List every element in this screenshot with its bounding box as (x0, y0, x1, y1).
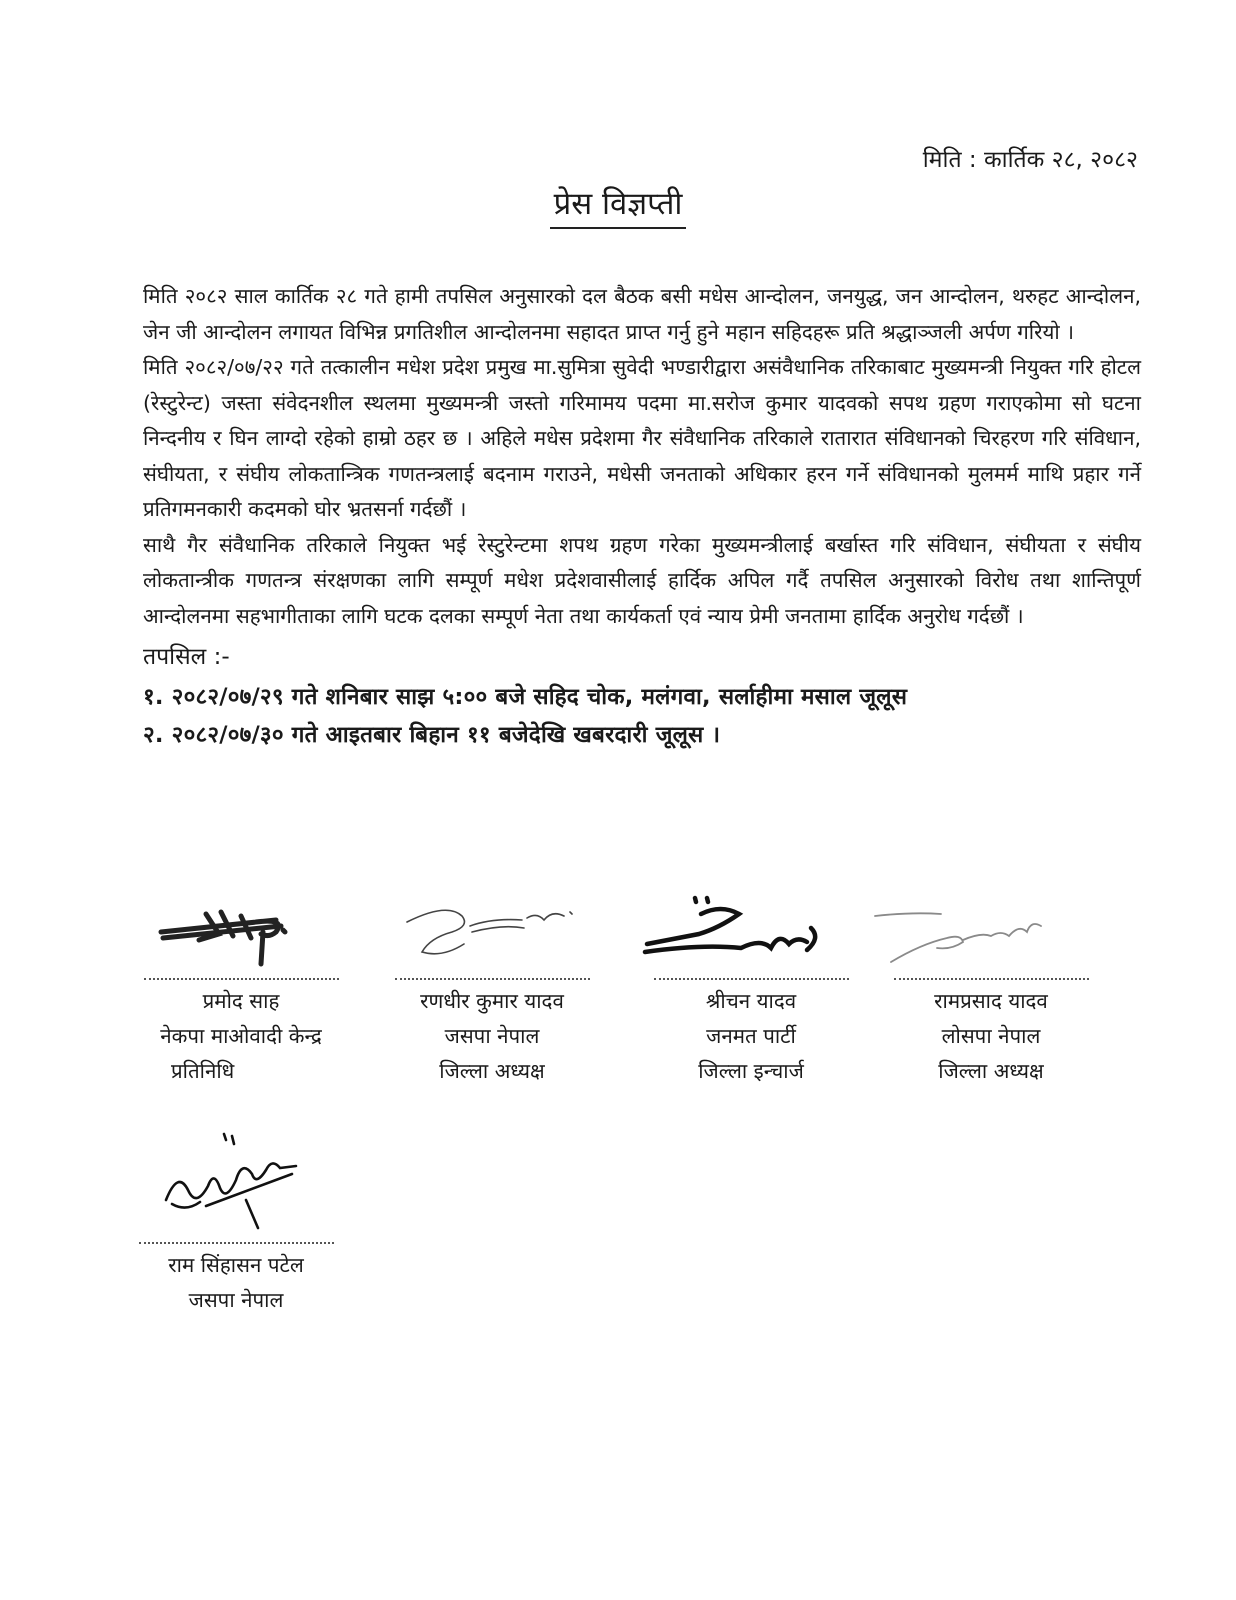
signatory-role: जिल्ला इन्चार्ज (698, 1059, 804, 1083)
signatory-name: श्रीचन यादव (705, 989, 797, 1013)
schedule-item-1: १. २०८२/०७/२९ गते शनिबार साझ ५:०० बजे सहिद चोक, मलंगवा, सर्लाहीमा मसाल जूलूस (143, 684, 908, 710)
handwritten-signature-2 (352, 892, 632, 978)
signature-line (894, 978, 1089, 980)
release-body (143, 279, 1141, 754)
signatory-party: जसपा नेपाल (444, 1024, 540, 1048)
date-line: मिति : कार्तिक २८, २०८२ (922, 147, 1138, 173)
signatory-name: रणधीर कुमार यादव (420, 989, 564, 1013)
paragraph-appeal: साथै गैर संवैधानिक तरिकाले नियुक्त भई रेस्टुरेन्टमा शपथ ग्रहण गरेका मुख्यमन्त्रीलाई बर्खास्त गरि संविधान, संघीयता र संघीय लोकतान्त्रीक गणतन्त्र संरक्षणका लागि सम्पूर्ण मधेश प्रदेशवासीलाई हार्दिक अपिल गर्दै तपसिल अनुसारको विरोध तथा शान्तिपूर्ण आन्दोलनमा सहभागीताका लागि घटक दलका सम्पूर्ण नेता तथा कार्यकर्ता एवं न्याय प्रेमी जनतामा हार्दिक अनुरोध गर्दछौं । (143, 532, 1141, 628)
signatory-name: रामप्रसाद यादव (934, 989, 1048, 1013)
signatory-party: नेकपा माओवादी केन्द्र (160, 1024, 322, 1048)
schedule-label: तपसिल :- (143, 644, 230, 670)
signatory-block-4 (851, 892, 1131, 1089)
title-text: प्रेस विज्ञप्ती (550, 186, 687, 229)
signatory-block-1 (101, 892, 381, 1089)
signatory-party: लोसपा नेपाल (941, 1024, 1041, 1048)
signature-line (654, 978, 849, 980)
signatory-role: जिल्ला अध्यक्ष (938, 1059, 1044, 1083)
signature-line (395, 978, 590, 980)
handwritten-signature-1 (101, 892, 381, 978)
signature-line (139, 1242, 334, 1244)
schedule-item-2: २. २०८२/०७/३० गते आइतबार बिहान ११ बजेदेखि खबरदारी जूलूस । (143, 722, 721, 748)
signatory-party: जनमत पार्टी (706, 1024, 796, 1048)
page-title (0, 182, 1236, 224)
signatory-role: जिल्ला अध्यक्ष (439, 1059, 545, 1083)
handwritten-signature-5 (96, 1130, 376, 1242)
signatory-party: जसपा नेपाल (188, 1288, 284, 1312)
signatory-role: प्रतिनिधि (171, 1059, 235, 1083)
signatory-block-3 (611, 892, 891, 1089)
signatory-block-2 (352, 892, 632, 1089)
paragraph-condemnation: मिति २०८२/०७/२२ गते तत्कालीन मधेश प्रदेश प्रमुख मा.सुमित्रा सुवेदी भण्डारीद्वारा असंवैधानिक तरिकाबाट मुख्यमन्त्री नियुक्त गरि होटल (रेस्टुरेन्ट) जस्ता संवेदनशील स्थलमा मुख्यमन्त्री जस्तो गरिमामय पदमा मा.सरोज कुमार यादवको सपथ ग्रहण गराएकोमा सो घटना निन्दनीय र घिन लाग्दो रहेको हाम्रो ठहर छ । अहिले मधेस प्रदेशमा गैर संवैधानिक तरिकाले रातारात संविधानको चिरहरण गरि संविधान, संघीयता, र संघीय लोकतान्त्रिक गणतन्त्रलाई बदनाम गराउने, मधेसी जनताको अधिकार हरन गर्ने संविधानको मुलमर्म माथि प्रहार गर्ने प्रतिगमनकारी कदमको घोर भ्रतसर्ना गर्दछौं । (143, 355, 1141, 521)
handwritten-signature-4 (851, 892, 1131, 978)
handwritten-signature-3 (611, 892, 891, 978)
signatory-name: प्रमोद साह (202, 989, 280, 1013)
paragraph-tribute: मिति २०८२ साल कार्तिक २८ गते हामी तपसिल अनुसारको दल बैठक बसी मधेस आन्दोलन, जनयुद्ध, जन आन्दोलन, थरुहट आन्दोलन, जेन जी आन्दोलन लगायत विभिन्न प्रगतिशील आन्दोलनमा सहादत प्राप्त गर्नु हुने महान सहिदहरू प्रति श्रद्धाञ्जली अर्पण गरियो । (143, 284, 1141, 344)
signatory-block-5 (96, 1130, 376, 1318)
signatory-name: राम सिंहासन पटेल (168, 1253, 304, 1277)
signature-line (144, 978, 339, 980)
